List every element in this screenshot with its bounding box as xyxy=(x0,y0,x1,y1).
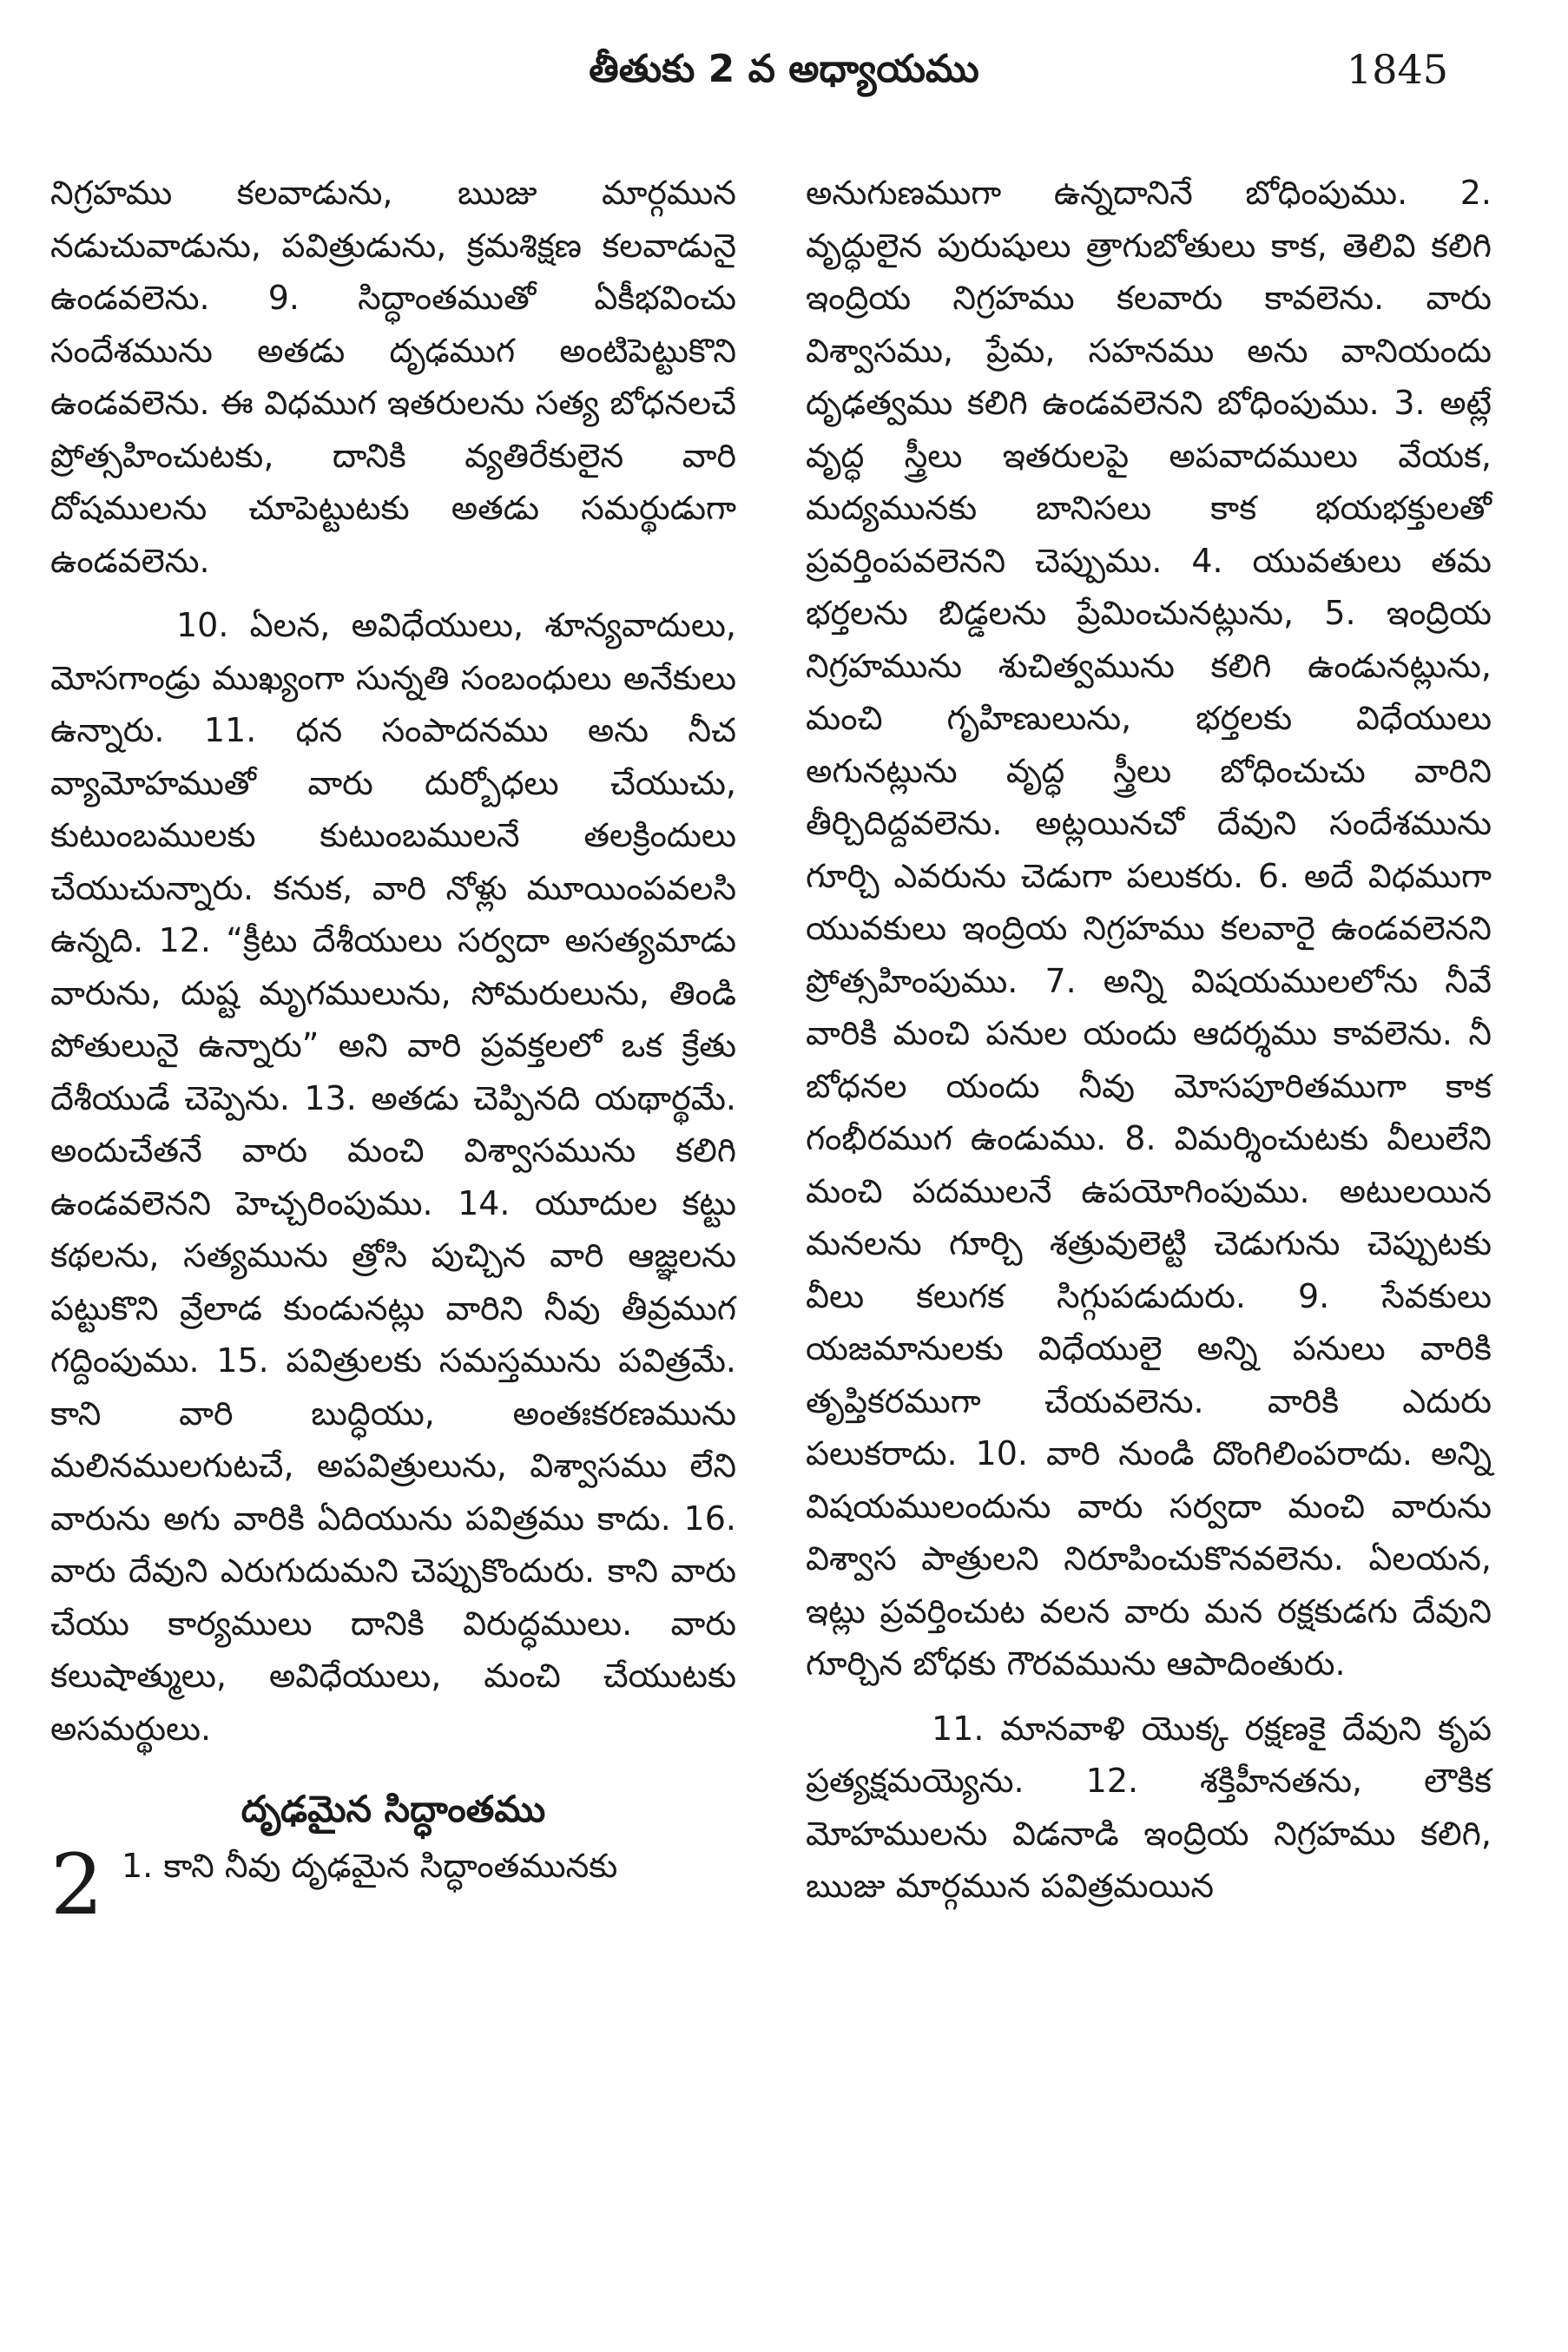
paragraph: 10. ఏలన, అవిధేయులు, శూన్యవాదులు, మోసగాండ్రు ముఖ్యంగా సున్నతి సంబంధులు అనేకులు ఉన్నారు. 11. ధన సంపాదనము అను నీచ వ్యామోహముతో వారు దుర్బోధలు చేయుచు, కుటుంబములకు కుటుంబములనే తలక్రిందులు చేయుచున్నారు. కనుక, వారి నోళ్లు మూయింపవలసి ఉన్నది. 12. “క్రీటు దేశీయులు సర్వదా అసత్యమాడు వారును, దుష్ట మృగములును, సోమరులును, తిండి పోతులునై ఉన్నారు” అని వారి ప్రవక్తలలో ఒక క్రేతు దేశీయుడే చెప్పెను. 13. అతడు చెప్పినది యథార్థమే. అందుచేతనే వారు మంచి విశ్వాసమును కలిగి ఉండవలెనని హెచ్చరింపుము. 14. యూదుల కట్టు కథలను, సత్యమును త్రోసి పుచ్చిన వారి ఆజ్ఞలను పట్టుకొని వ్రేలాడ కుండునట్లు వారిని నీవు తీవ్రముగ గద్దింపుము. 15. పవిత్రులకు సమస్తమును పవిత్రమే. కాని వారి బుద్ధియు, అంతఃకరణమును మలినములగుటచే, అపవిత్రులును, విశ్వాసము లేని వారును అగు వారికి ఏదియును పవిత్రము కాదు. 16. వారు దేవుని ఎరుగుదుమని చెప్పుకొందురు. కాని వారు చేయు కార్యములు దానికి విరుద్ధములు. వారు కలుషాత్ములు, అవిధేయులు, మంచి చేయుటకు అసమర్థులు. xyxy=(50,606,736,1748)
paragraph: అనుగుణముగా ఉన్నదానినే బోధింపుము. 2. వృద్ధులైన పురుషులు త్రాగుబోతులు కాక, తెలివి కలిగి ఇంద్రియ నిగ్రహము కలవారు కావలెను. వారు విశ్వాసము, ప్రేమ, సహనము అను వానియందు దృఢత్వము కలిగి ఉండవలెనని బోధింపుము. 3. అట్లే వృద్ధ స్త్రీలు ఇతరులపై అపవాదములు వేయక, మద్యమునకు బానిసలు కాక భయభక్తులతో ప్రవర్తింపవలెనని చెప్పుము. 4. యువతులు తమ భర్తలను బిడ్డలను ప్రేమించునట్లును, 5. ఇంద్రియ నిగ్రహమును శుచిత్వమును కలిగి ఉండునట్లును, మంచి గృహిణులును, భర్తలకు విధేయులు అగునట్లును వృద్ధ స్త్రీలు బోధించుచు వారిని తీర్చిదిద్దవలెను. అట్లయినచో దేవుని సందేశమును గూర్చి ఎవరును చెడుగా పలుకరు. 6. అదే విధముగా యువకులు ఇంద్రియ నిగ్రహము కలవారై ఉండవలెనని ప్రోత్సహింపుము. 7. అన్ని విషయములలోను నీవే వారికి మంచి పనుల యందు ఆదర్శము కావలెను. నీ బోధనల యందు నీవు మోసపూరితముగా కాక గంభీరముగ ఉండుము. 8. విమర్శించుటకు వీలులేని మంచి పదములనే ఉపయోగింపుము. అటులయిన మనలను గూర్చి శత్రువులెట్టి చెడుగును చెప్పుటకు వీలు కలుగక సిగ్గుపడుదురు. 9. సేవకులు యజమానులకు విధేయులై అన్ని పనులు వారికి తృప్తికరముగా చేయవలెను. వారికి ఎదురు పలుకరాదు. 10. వారి నుండి దొంగిలింపరాదు. అన్ని విషయములందును వారు సర్వదా మంచి వారును విశ్వాస పాత్రులని నిరూపించుకొనవలెను. ఏలయన, ఇట్లు ప్రవర్తించుట వలన వారు మన రక్షకుడగు దేవుని గూర్చిన బోధకు గౌరవమును ఆపాదింతురు. xyxy=(806,174,1492,1683)
right-column xyxy=(806,167,1492,1925)
paragraph: నిగ్రహము కలవాడును, ఋజు మార్గమున నడుచువాడును, పవిత్రుడును, క్రమశిక్షణ కలవాడునై ఉండవలెను. 9. సిద్ధాంతముతో ఏకీభవించు సందేశమును అతడు దృఢముగ అంటిపెట్టుకొని ఉండవలెను. ఈ విధముగ ఇతరులను సత్య బోధనలచే ప్రోత్సహించుటకు, దానికి వ్యతిరేకులైన వారి దోషములను చూపెట్టుటకు అతడు సమర్థుడుగా ఉండవలెను. xyxy=(50,174,736,580)
page-header xyxy=(0,35,1568,104)
chapter-start xyxy=(50,1836,736,1934)
paragraph: 1. కాని నీవు దృఢమైన సిద్ధాంతమునకు xyxy=(122,1847,618,1885)
chapter-number: 2 xyxy=(50,1836,104,1934)
paragraph: 11. మానవాళి యొక్క రక్షణకై దేవుని కృప ప్రత్యక్షమయ్యెను. 12. శక్తిహీనతను, లౌకిక మోహములను విడనాడి ఇంద్రియ నిగ్రహము కలిగి, ఋజు మార్గమున పవిత్రమయిన xyxy=(806,1709,1492,1905)
left-column xyxy=(50,167,736,1934)
section-heading: దృఢమైన సిద్ధాంతము xyxy=(240,1788,546,1830)
running-title: తీతుకు 2 వ అధ్యాయము xyxy=(589,47,979,91)
page-number: 1845 xyxy=(1346,46,1448,93)
